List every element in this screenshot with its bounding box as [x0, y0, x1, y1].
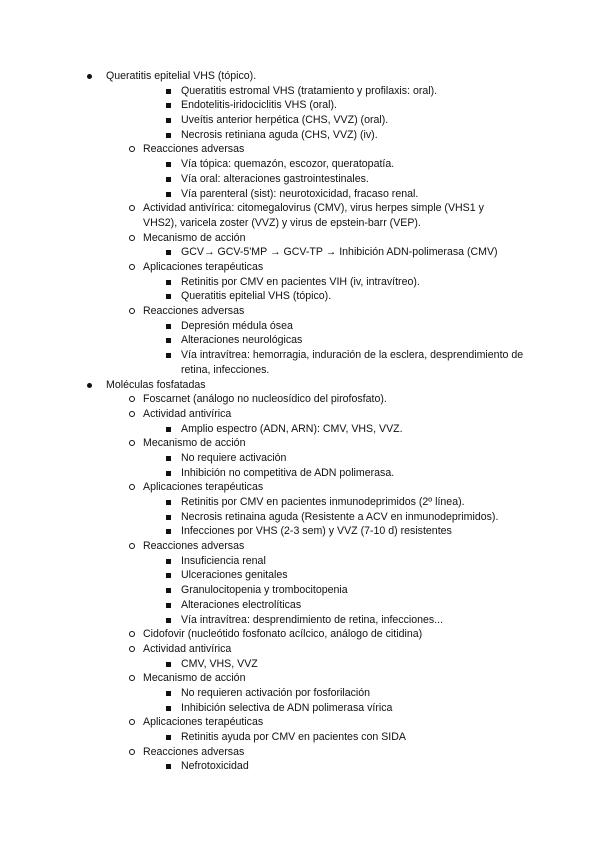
- list-item-text: Uveítis anterior herpética (CHS, VVZ) (oral).: [181, 114, 389, 127]
- list-item-text: Necrosis retinaina aguda (Resistente a ACV en inmunodeprimidos).: [181, 510, 499, 523]
- list-item-text: Inhibición no competitiva de ADN polimerasa.: [181, 466, 395, 479]
- list-item-text: CMV, VHS, VVZ: [181, 657, 258, 670]
- list-item-level-2: [0, 407, 600, 422]
- list-item-level-2: [0, 231, 600, 246]
- list-item-level-3: [0, 466, 600, 481]
- list-item-level-2: [0, 392, 600, 407]
- list-item-level-2: [0, 671, 600, 686]
- list-item-level-3: [0, 275, 600, 290]
- list-item-text: Alteraciones electrolíticas: [181, 598, 302, 611]
- list-item-level-2: [0, 539, 600, 554]
- list-item-text: Vía intravítrea: hemorragia, induración de la esclera, desprendimiento de retina, infecciones.: [181, 349, 524, 376]
- list-item-level-3: [0, 319, 600, 334]
- list-item-text: Queratitis epitelial VHS (tópico).: [106, 70, 257, 82]
- list-item-text: No requiere activación: [181, 451, 287, 464]
- list-item-text: Ulceraciones genitales: [181, 569, 288, 582]
- list-item-text: Reacciones adversas: [143, 745, 245, 758]
- list-item-text: Vía intravítrea: desprendimiento de retina, infecciones...: [181, 613, 444, 626]
- list-item-level-3: [0, 730, 600, 745]
- list-item-level-3: [0, 554, 600, 569]
- list-item-level-3: [0, 333, 600, 348]
- list-item-level-2: [0, 142, 600, 157]
- list-item-text: Reacciones adversas: [143, 305, 245, 318]
- list-item-text: Queratitis epitelial VHS (tópico).: [181, 290, 332, 303]
- list-item-text: Cidofovir (nucleótido fosfonato acílcico, análogo de citidina): [143, 628, 423, 641]
- list-item-level-3: [0, 422, 600, 437]
- list-item-text: Endotelitis-iridociclitis VHS (oral).: [181, 99, 338, 112]
- list-item-text: Actividad antivírica: citomegalovirus (CMV), virus herpes simple (VHS1 y VHS2), varicela zoster (VVZ) y virus de epstein-barr (VEP).: [143, 202, 484, 229]
- list-item-level-3: [0, 289, 600, 304]
- list-item-text: Retinitis ayuda por CMV en pacientes con SIDA: [181, 731, 406, 743]
- list-item-level-3: [0, 759, 600, 774]
- list-item-level-3: [0, 495, 600, 510]
- list-item-text: Moléculas fosfatadas: [106, 378, 206, 391]
- list-item-level-3: [0, 348, 600, 377]
- list-item-level-3: [0, 583, 600, 598]
- list-item-level-2: [0, 480, 600, 495]
- list-item-text: Insuficiencia renal: [181, 554, 266, 567]
- list-item-level-3: [0, 128, 600, 143]
- list-item-text: Vía oral: alteraciones gastrointestinales.: [181, 172, 369, 185]
- list-item-text: Mecanismo de acción: [143, 231, 246, 244]
- list-item-level-3: [0, 157, 600, 172]
- list-item-text: Queratitis estromal VHS (tratamiento y profilaxis: oral).: [181, 84, 438, 97]
- list-item-text: Nefrotoxicidad: [181, 760, 249, 773]
- list-item-level-3: [0, 568, 600, 583]
- list-item-level-3: [0, 701, 600, 716]
- list-item-level-3: [0, 657, 600, 672]
- list-item-level-3: [0, 172, 600, 187]
- list-item-text: Granulocitopenia y trombocitopenia: [181, 584, 348, 597]
- list-item-level-2: [0, 436, 600, 451]
- list-item-text: Infecciones por VHS (2-3 sem) y VVZ (7-10 d) resistentes: [181, 525, 452, 538]
- list-item-text: No requieren activación por fosforilación: [181, 686, 371, 699]
- list-item-level-2: [0, 715, 600, 730]
- list-item-level-3: [0, 451, 600, 466]
- list-item-level-2: [0, 201, 600, 230]
- list-item-level-3: [0, 598, 600, 613]
- list-item-text: Alteraciones neurológicas: [181, 334, 303, 347]
- list-item-text: Vía tópica: quemazón, escozor, queratopatía.: [181, 158, 395, 171]
- list-item-text: Retinitis por CMV en pacientes inmunodeprimidos (2º línea).: [181, 496, 465, 508]
- list-item-text: Actividad antivírica: [143, 407, 232, 420]
- list-item-level-3: [0, 686, 600, 701]
- list-item-level-2: [0, 260, 600, 275]
- list-item-text: Aplicaciones terapéuticas: [143, 716, 264, 729]
- list-item-text: Mecanismo de acción: [143, 672, 246, 685]
- list-item-level-1: [0, 69, 600, 84]
- document-outline: [0, 69, 600, 774]
- list-item-text: Inhibición selectiva de ADN polimerasa vírica: [181, 701, 393, 714]
- list-item-text: Reacciones adversas: [143, 143, 245, 156]
- list-item-level-3: [0, 524, 600, 539]
- list-item-text: Foscarnet (análogo no nucleosídico del pirofosfato).: [143, 393, 387, 406]
- list-item-text: Mecanismo de acción: [143, 437, 246, 450]
- list-item-text: Depresión médula ósea: [181, 319, 293, 332]
- list-item-level-3: [0, 245, 600, 260]
- list-item-text: Vía parenteral (sist): neurotoxicidad, fracaso renal.: [181, 187, 419, 200]
- list-item-level-2: [0, 627, 600, 642]
- list-item-text: Aplicaciones terapéuticas: [143, 481, 264, 494]
- list-item-level-3: [0, 613, 600, 628]
- list-item-text: Actividad antivírica: [143, 642, 232, 655]
- list-item-text: Retinitis por CMV en pacientes VIH (iv, intravítreo).: [181, 275, 420, 288]
- list-item-level-2: [0, 745, 600, 760]
- list-item-level-3: [0, 98, 600, 113]
- list-item-level-3: [0, 510, 600, 525]
- list-item-level-1: [0, 378, 600, 393]
- list-item-text: Aplicaciones terapéuticas: [143, 260, 264, 273]
- list-item-level-3: [0, 187, 600, 202]
- list-item-level-3: [0, 113, 600, 128]
- list-item-level-3: [0, 84, 600, 99]
- list-item-text: GCV→ GCV-5'MP → GCV-TP → Inhibición ADN-polimerasa (CMV): [181, 246, 498, 259]
- list-item-text: Necrosis retiniana aguda (CHS, VVZ) (iv).: [181, 128, 378, 141]
- list-item-text: Reacciones adversas: [143, 540, 245, 553]
- list-item-level-2: [0, 304, 600, 319]
- list-item-text: Amplio espectro (ADN, ARN): CMV, VHS, VVZ.: [181, 422, 403, 435]
- list-item-level-2: [0, 642, 600, 657]
